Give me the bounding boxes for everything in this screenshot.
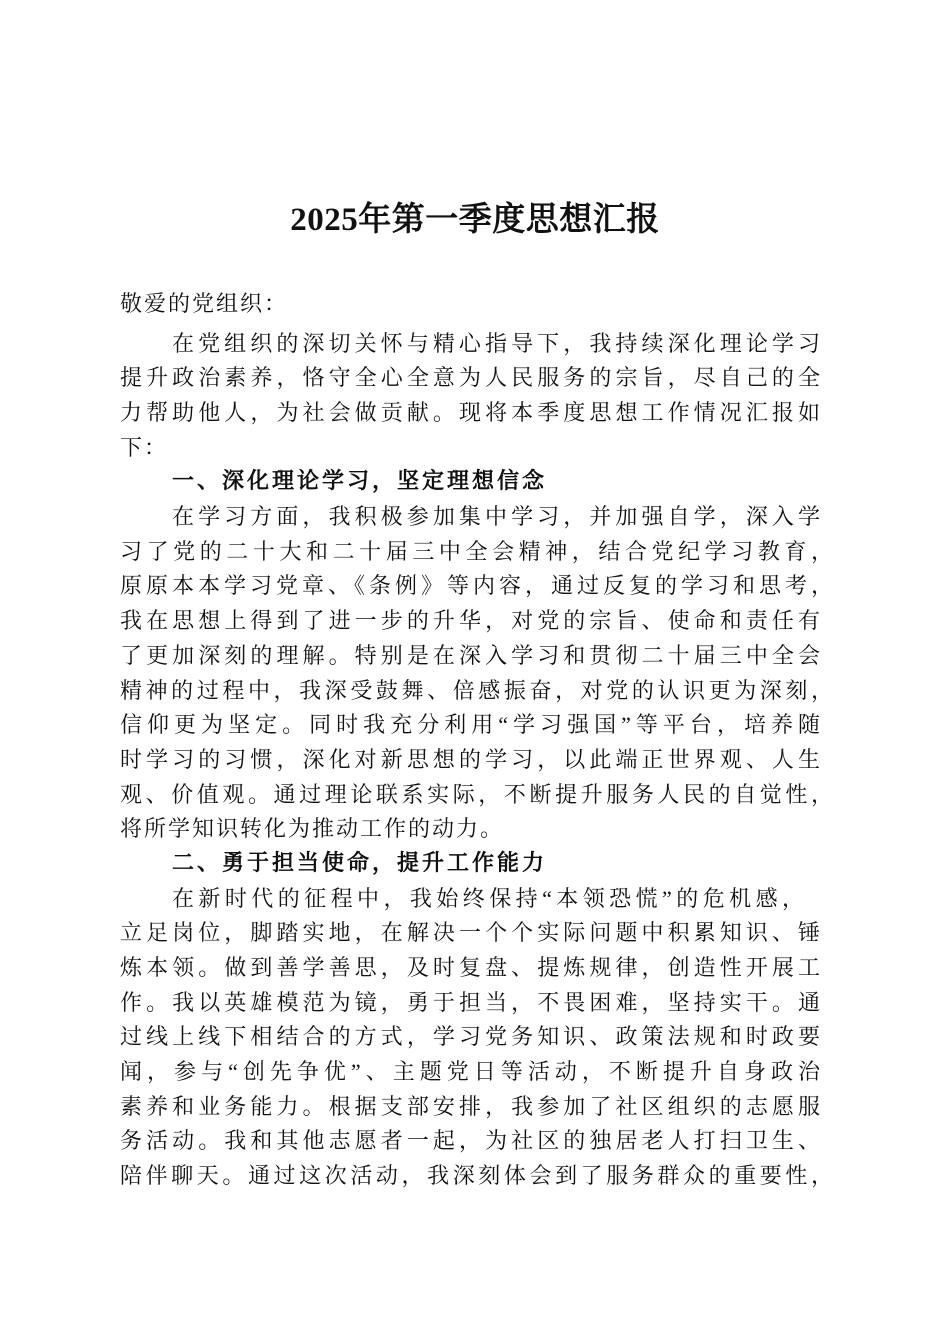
paragraph-line: 闻，参与“创先争优”、主题党日等活动，不断提升自身政治 [120, 1059, 822, 1085]
paragraph-line: 务活动。我和其他志愿者一起，为社区的独居老人打扫卫生、 [120, 1128, 822, 1154]
paragraph-line: 立足岗位，脚踏实地，在解决一个个实际问题中积累知识、锤 [120, 920, 822, 946]
paragraph-line: 在新时代的征程中，我始终保持“本领恐慌”的危机感， [172, 885, 806, 911]
paragraph-line: 观、价值观。通过理论联系实际，不断提升服务人民的自觉性， [120, 781, 835, 807]
document-body [120, 287, 840, 1194]
intro-paragraph [120, 327, 840, 466]
paragraph-line: 炼本领。做到善学善思，及时复盘、提炼规律，创造性开展工 [120, 955, 822, 980]
paragraph-line: 将所学知识转化为推动工作的动力。 [120, 816, 505, 842]
paragraph-line: 素养和业务能力。根据支部安排，我参加了社区组织的志愿服 [120, 1093, 822, 1119]
salutation: 敬爱的党组织： [120, 290, 289, 316]
paragraph-line: 在党组织的深切关怀与精心指导下，我持续深化理论学习 [172, 330, 822, 356]
paragraph-line: 信仰更为坚定。同时我充分利用“学习强国”等平台，培养随 [120, 712, 822, 738]
paragraph-line: 提升政治素养，恪守全心全意为人民服务的宗旨，尽自己的全 [120, 365, 822, 391]
paragraph-line: 陪伴聊天。通过这次活动，我深刻体会到了服务群众的重要性， [120, 1163, 835, 1189]
section-heading: 二、勇于担当使命，提升工作能力 [172, 850, 548, 876]
paragraph-line: 我在思想上得到了进一步的升华，对党的宗旨、使命和责任有 [120, 608, 822, 634]
paragraph-line: 精神的过程中，我深受鼓舞、倍感振奋，对党的认识更为深刻， [120, 677, 835, 703]
paragraph-line: 习了党的二十大和二十届三中全会精神，结合党纪学习教育， [120, 538, 835, 564]
paragraph-line: 作。我以英雄模范为镜，勇于担当，不畏困难，坚持实干。通 [120, 989, 822, 1015]
section-1-paragraph [120, 500, 840, 847]
document-title: 2025年第一季度思想汇报 [290, 202, 660, 238]
paragraph-line: 了更加深刻的理解。特别是在深入学习和贯彻二十届三中全会 [120, 642, 822, 668]
section-heading: 一、深化理论学习，坚定理想信念 [172, 469, 548, 495]
paragraph-line: 在学习方面，我积极参加集中学习，并加强自学，深入学 [172, 504, 822, 530]
paragraph-line: 力帮助他人，为社会做贡献。现将本季度思想工作情况汇报如 [120, 400, 822, 425]
paragraph-line: 原原本本学习党章、《条例》等内容，通过反复的学习和思考， [120, 573, 835, 599]
paragraph-line: 过线上线下相结合的方式，学习党务知识、政策法规和时政要 [120, 1024, 822, 1050]
paragraph-line: 时学习的习惯，深化对新思想的学习，以此端正世界观、人生 [120, 746, 822, 772]
paragraph-line: 下： [120, 434, 169, 460]
section-2-paragraph [120, 882, 840, 1194]
